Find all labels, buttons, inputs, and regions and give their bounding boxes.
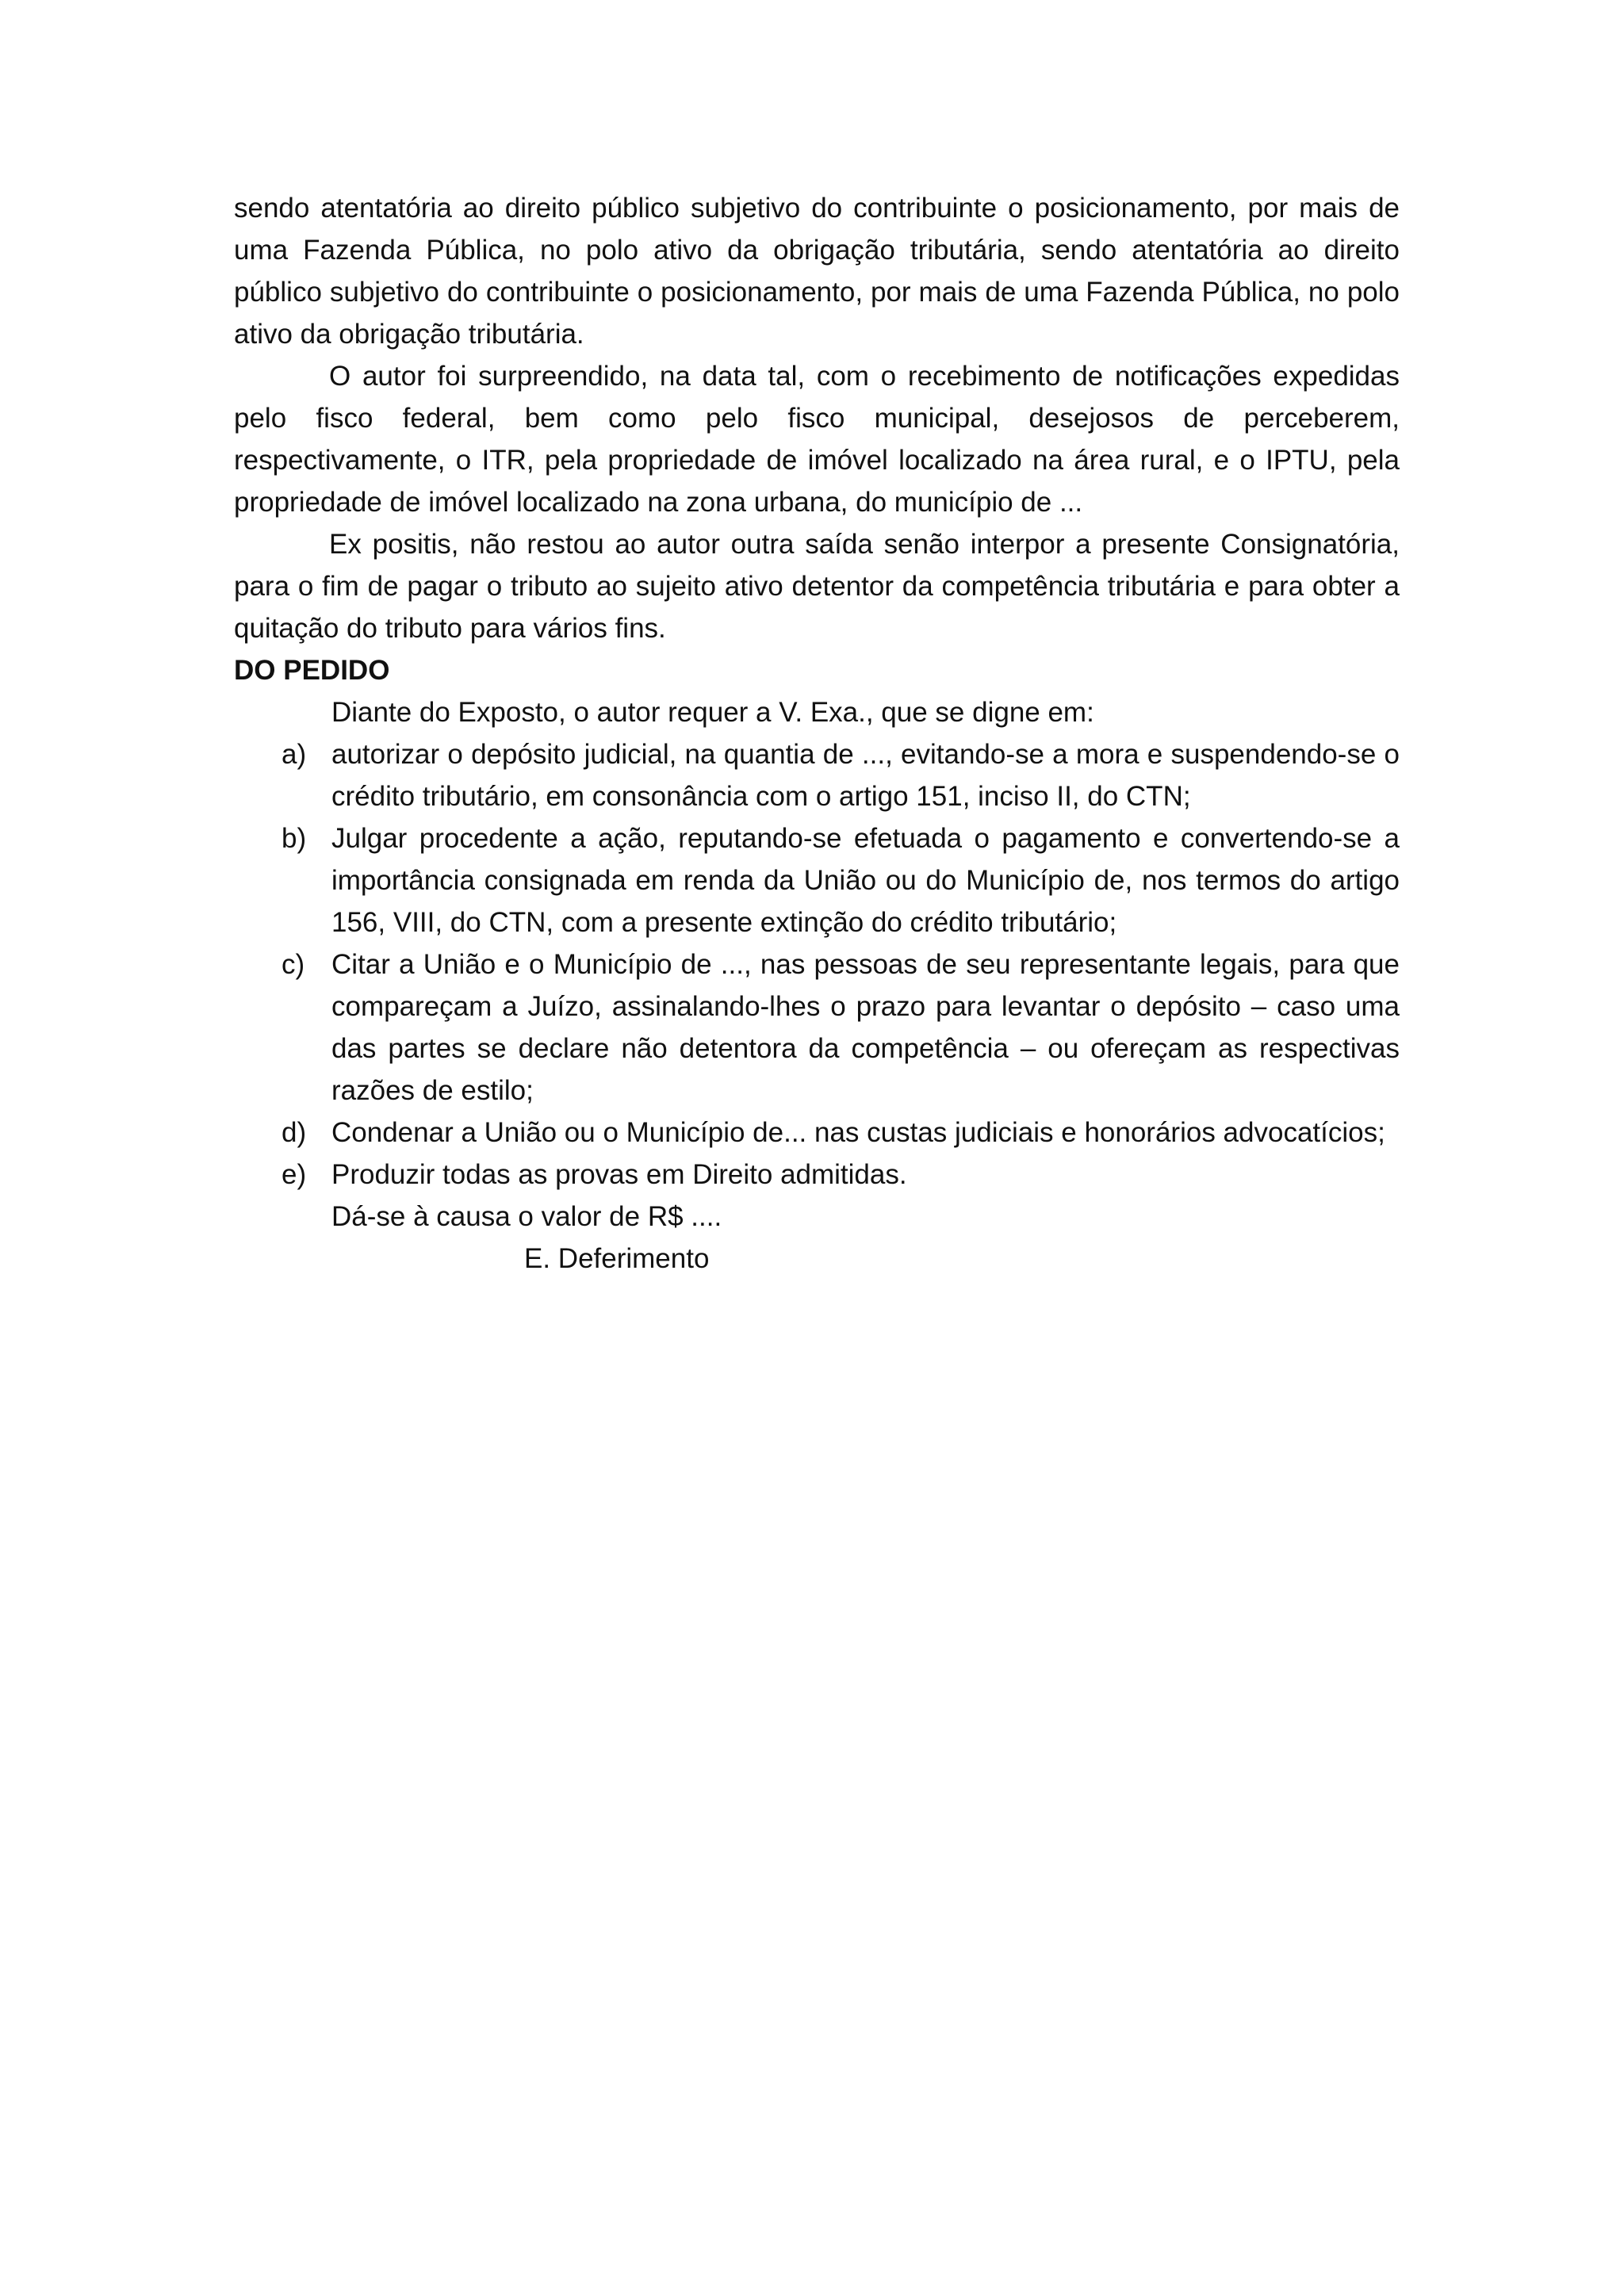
paragraph-continuation: sendo atentatória ao direito público subjetivo do contribuinte o posicionamento, por mais de uma Fazenda Pública, no polo ativo da obrigação tributária, sendo atentatória ao direito público subjetivo do contribuinte o posicionamento, por mais de uma Fazenda Pública, no polo ativo da obrigação tributária. xyxy=(234,193,1400,350)
request-item-d xyxy=(234,1112,1400,1154)
request-marker: a) xyxy=(282,739,307,770)
request-marker: c) xyxy=(282,949,305,980)
request-marker: d) xyxy=(282,1117,307,1148)
request-intro: Diante do Exposto, o autor requer a V. Exa., que se digne em: xyxy=(331,697,1094,728)
request-text: Produzir todas as provas em Direito admitidas. xyxy=(331,1159,907,1190)
request-text: Citar a União e o Município de ..., nas pessoas de seu representante legais, para que compareçam a Juízo, assinalando-lhes o prazo para levantar o depósito – caso uma das partes se declare não detentora da competência – ou ofereçam as respectivas razões de estilo; xyxy=(331,949,1400,1106)
paragraph-ex-positis: Ex positis, não restou ao autor outra saída senão interpor a presente Consignatória, para o fim de pagar o tributo ao sujeito ativo detentor da competência tributária e para obter a quitação do tributo para vários fins. xyxy=(234,529,1400,644)
request-text: autorizar o depósito judicial, na quantia de ..., evitando-se a mora e suspendendo-se o crédito tributário, em consonância com o artigo 151, inciso II, do CTN; xyxy=(331,739,1400,812)
paragraph-notifications: O autor foi surpreendido, na data tal, com o recebimento de notificações expedidas pelo fisco federal, bem como pelo fisco municipal, desejosos de perceberem, respectivamente, o ITR, pela propriedade de imóvel localizado na área rural, e o IPTU, pela propriedade de imóvel localizado na zona urbana, do município de ... xyxy=(234,361,1400,518)
request-item-b xyxy=(234,817,1400,943)
request-list xyxy=(234,733,1400,1196)
request-text: Julgar procedente a ação, reputando-se efetuada o pagamento e convertendo-se a importância consignada em renda da União ou do Município de, nos termos do artigo 156, VIII, do CTN, com a presente extinção do crédito tributário; xyxy=(331,823,1400,938)
request-marker: b) xyxy=(282,823,307,854)
request-item-e xyxy=(234,1154,1400,1196)
request-item-a xyxy=(234,733,1400,817)
closing-line: E. Deferimento xyxy=(524,1243,710,1274)
request-text: Condenar a União ou o Município de... nas custas judiciais e honorários advocatícios; xyxy=(331,1117,1385,1148)
document-body xyxy=(234,187,1400,1280)
request-marker: e) xyxy=(282,1159,307,1190)
request-item-c xyxy=(234,943,1400,1112)
cause-value-line: Dá-se à causa o valor de R$ .... xyxy=(331,1201,722,1232)
section-heading-pedido: DO PEDIDO xyxy=(234,655,390,686)
